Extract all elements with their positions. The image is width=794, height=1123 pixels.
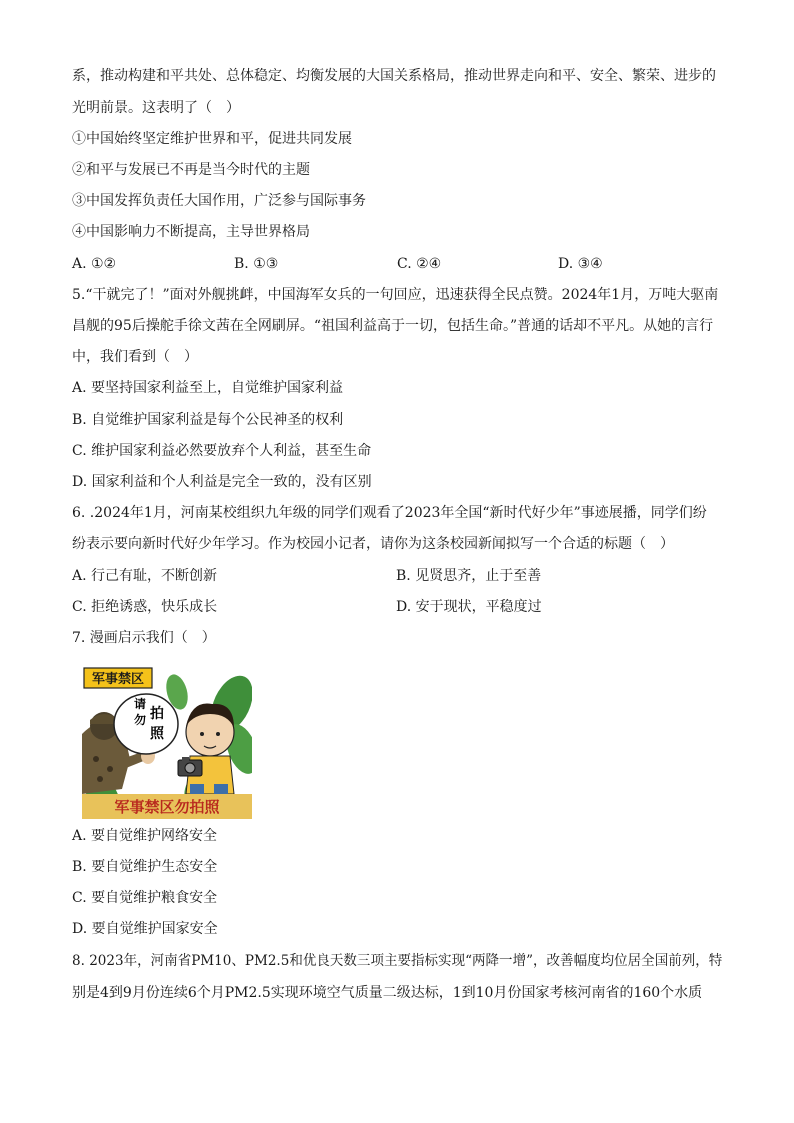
q5-stem-line-3: 中，我们看到（ ） <box>72 349 198 365</box>
q4-option-b[interactable]: B. ①③ <box>234 256 279 272</box>
bubble-char-1: 请 <box>134 697 147 711</box>
q4-statement-4: ④中国影响力不断提高，主导世界格局 <box>72 224 310 240</box>
q6-option-d[interactable]: D. 安于现状，平稳度过 <box>396 599 542 615</box>
q5-option-b[interactable]: B. 自觉维护国家利益是每个公民神圣的权利 <box>72 412 344 428</box>
q4-statement-2: ②和平与发展已不再是当今时代的主题 <box>72 162 310 178</box>
q4-option-d[interactable]: D. ③④ <box>558 256 603 272</box>
q4-stem-line-1: 系，推动构建和平共处、总体稳定、均衡发展的大国关系格局，推动世界走向和平、安全、繁荣、进步的 <box>72 68 716 84</box>
q6-option-b[interactable]: B. 见贤思齐，止于至善 <box>396 568 542 584</box>
q7-option-a[interactable]: A. 要自觉维护网络安全 <box>72 828 218 844</box>
speech-bubble <box>114 694 178 754</box>
q7-stem: 7. 漫画启示我们（ ） <box>72 630 216 646</box>
q4-stem-line-2: 光明前景。这表明了（ ） <box>72 100 240 116</box>
military-zone-cartoon <box>82 664 252 819</box>
q4-option-c[interactable]: C. ②④ <box>397 256 442 272</box>
bubble-char-2: 勿 <box>134 713 147 727</box>
q8-stem-line-1: 8. 2023年，河南省PM10、PM2.5和优良天数三项主要指标实现“两降一增”，改善幅度均位居全国前列，特 <box>72 953 723 969</box>
q8-stem-line-2: 别是4到9月份连续6个月PM2.5实现环境空气质量二级达标，1到10月份国家考核河南省的160个水质 <box>72 985 703 1001</box>
q5-option-c[interactable]: C. 维护国家利益必然要放弃个人利益，甚至生命 <box>72 443 372 459</box>
camera-icon <box>178 757 202 776</box>
q5-stem-line-1: 5.“干就完了！”面对外舰挑衅，中国海军女兵的一句回应，迅速获得全民点赞。2024年1月，万吨大驱南 <box>72 287 719 303</box>
q6-option-c[interactable]: C. 拒绝诱惑，快乐成长 <box>72 599 218 615</box>
q7-option-b[interactable]: B. 要自觉维护生态安全 <box>72 859 218 875</box>
q5-stem-line-2: 昌舰的95后操舵手徐文茜在全网刷屏。“祖国利益高于一切，包括生命。”普通的话却不平凡。从她的言行 <box>72 318 714 334</box>
q5-option-d[interactable]: D. 国家利益和个人利益是完全一致的，没有区别 <box>72 474 372 490</box>
q6-stem-line-2: 纷表示要向新时代好少年学习。作为校园小记者，请你为这条校园新闻拟写一个合适的标题（ ） <box>72 536 674 552</box>
bubble-char-3: 拍 <box>150 706 164 722</box>
cartoon-caption: 军事禁区勿拍照 <box>114 798 220 816</box>
q4-statement-1: ①中国始终坚定维护世界和平，促进共同发展 <box>72 131 352 147</box>
q4-option-a[interactable]: A. ①② <box>72 256 117 272</box>
q7-option-c[interactable]: C. 要自觉维护粮食安全 <box>72 890 218 906</box>
q7-option-d[interactable]: D. 要自觉维护国家安全 <box>72 921 218 937</box>
q6-option-a[interactable]: A. 行己有耻，不断创新 <box>72 568 218 584</box>
bubble-char-4: 照 <box>150 726 164 742</box>
sign-text: 军事禁区 <box>91 672 145 687</box>
q4-statement-3: ③中国发挥负责任大国作用，广泛参与国际事务 <box>72 193 366 209</box>
q6-stem-line-1: 6. .2024年1月，河南某校组织九年级的同学们观看了2023年全国“新时代好少年”事迹展播，同学们纷 <box>72 505 707 521</box>
q5-option-a[interactable]: A. 要坚持国家利益至上，自觉维护国家利益 <box>72 380 344 396</box>
